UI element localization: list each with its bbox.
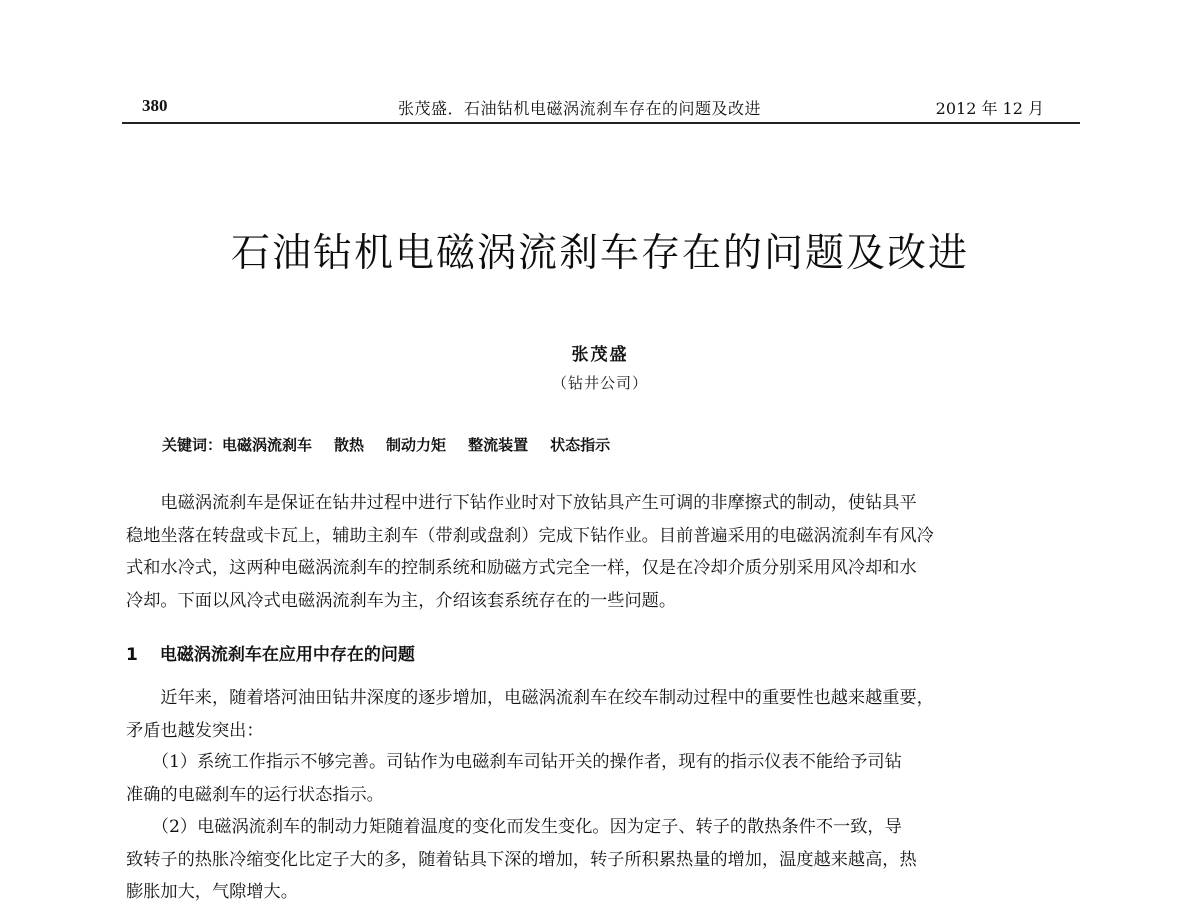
section-title: 电磁涡流刹车在应用中存在的问题 <box>159 645 415 665</box>
paragraph-background <box>126 682 1082 747</box>
article-title: 石油钻机电磁涡流刹车存在的问题及改进 <box>230 231 969 276</box>
page-number: 380 <box>142 96 168 115</box>
paragraph-issue-1 <box>126 746 1082 811</box>
text-line: 近年来，随着塔河油田钻井深度的逐步增加，电磁涡流刹车在绞车制动过程中的重要性也越来越重要， <box>126 688 934 708</box>
keywords-label: 关键词： <box>162 436 223 454</box>
text-line: 膨胀加大，气隙增大。 <box>126 882 298 902</box>
text-line: （2）电磁涡流刹车的制动力矩随着温度的变化而发生变化。因为定子、转子的散热条件不一致，导 <box>126 817 902 837</box>
keyword: 电磁涡流刹车 <box>222 436 313 454</box>
paragraph-issue-2 <box>126 811 1082 909</box>
running-title: 张茂盛．石油钻机电磁涡流刹车存在的问题及改进 <box>398 99 762 118</box>
author-affiliation: （钻井公司） <box>551 374 648 392</box>
keyword: 状态指示 <box>550 436 611 454</box>
section-heading <box>126 640 415 665</box>
text-line: 准确的电磁刹车的运行状态指示。 <box>126 784 384 805</box>
text-line: 致转子的热胀冷缩变化比定子大的多，随着钻具下深的增加，转子所积累热量的增加，温度越来越高，热 <box>126 849 917 870</box>
text-line: 矛盾也越发突出： <box>126 720 264 741</box>
keyword: 制动力矩 <box>386 436 447 454</box>
text-line: 冷却。下面以风冷式电磁涡流刹车为主，介绍该套系统存在的一些问题。 <box>126 590 677 611</box>
keyword: 散热 <box>334 436 365 454</box>
author-name: 张茂盛 <box>571 345 629 365</box>
running-header <box>122 96 1080 124</box>
keywords-line <box>162 434 632 455</box>
text-line: 稳地坐落在转盘或卡瓦上，辅助主刹车（带刹或盘刹）完成下钻作业。目前普遍采用的电磁涡流刹车有风冷 <box>126 525 934 546</box>
paragraph-intro <box>126 487 1082 617</box>
text-line: （1）系统工作指示不够完善。司钻作为电磁刹车司钻开关的操作者，现有的指示仪表不能给予司钻 <box>126 752 902 772</box>
keyword: 整流装置 <box>468 436 529 454</box>
text-line: 电磁涡流刹车是保证在钻井过程中进行下钻作业时对下放钻具产生可调的非摩擦式的制动，使钻具平 <box>126 493 917 513</box>
section-number: 1 <box>126 645 138 665</box>
text-line: 式和水冷式，这两种电磁涡流刹车的控制系统和励磁方式完全一样，仅是在冷却介质分别采用风冷却和水 <box>126 558 917 578</box>
issue-date: 2012 年 12 月 <box>935 99 1044 118</box>
